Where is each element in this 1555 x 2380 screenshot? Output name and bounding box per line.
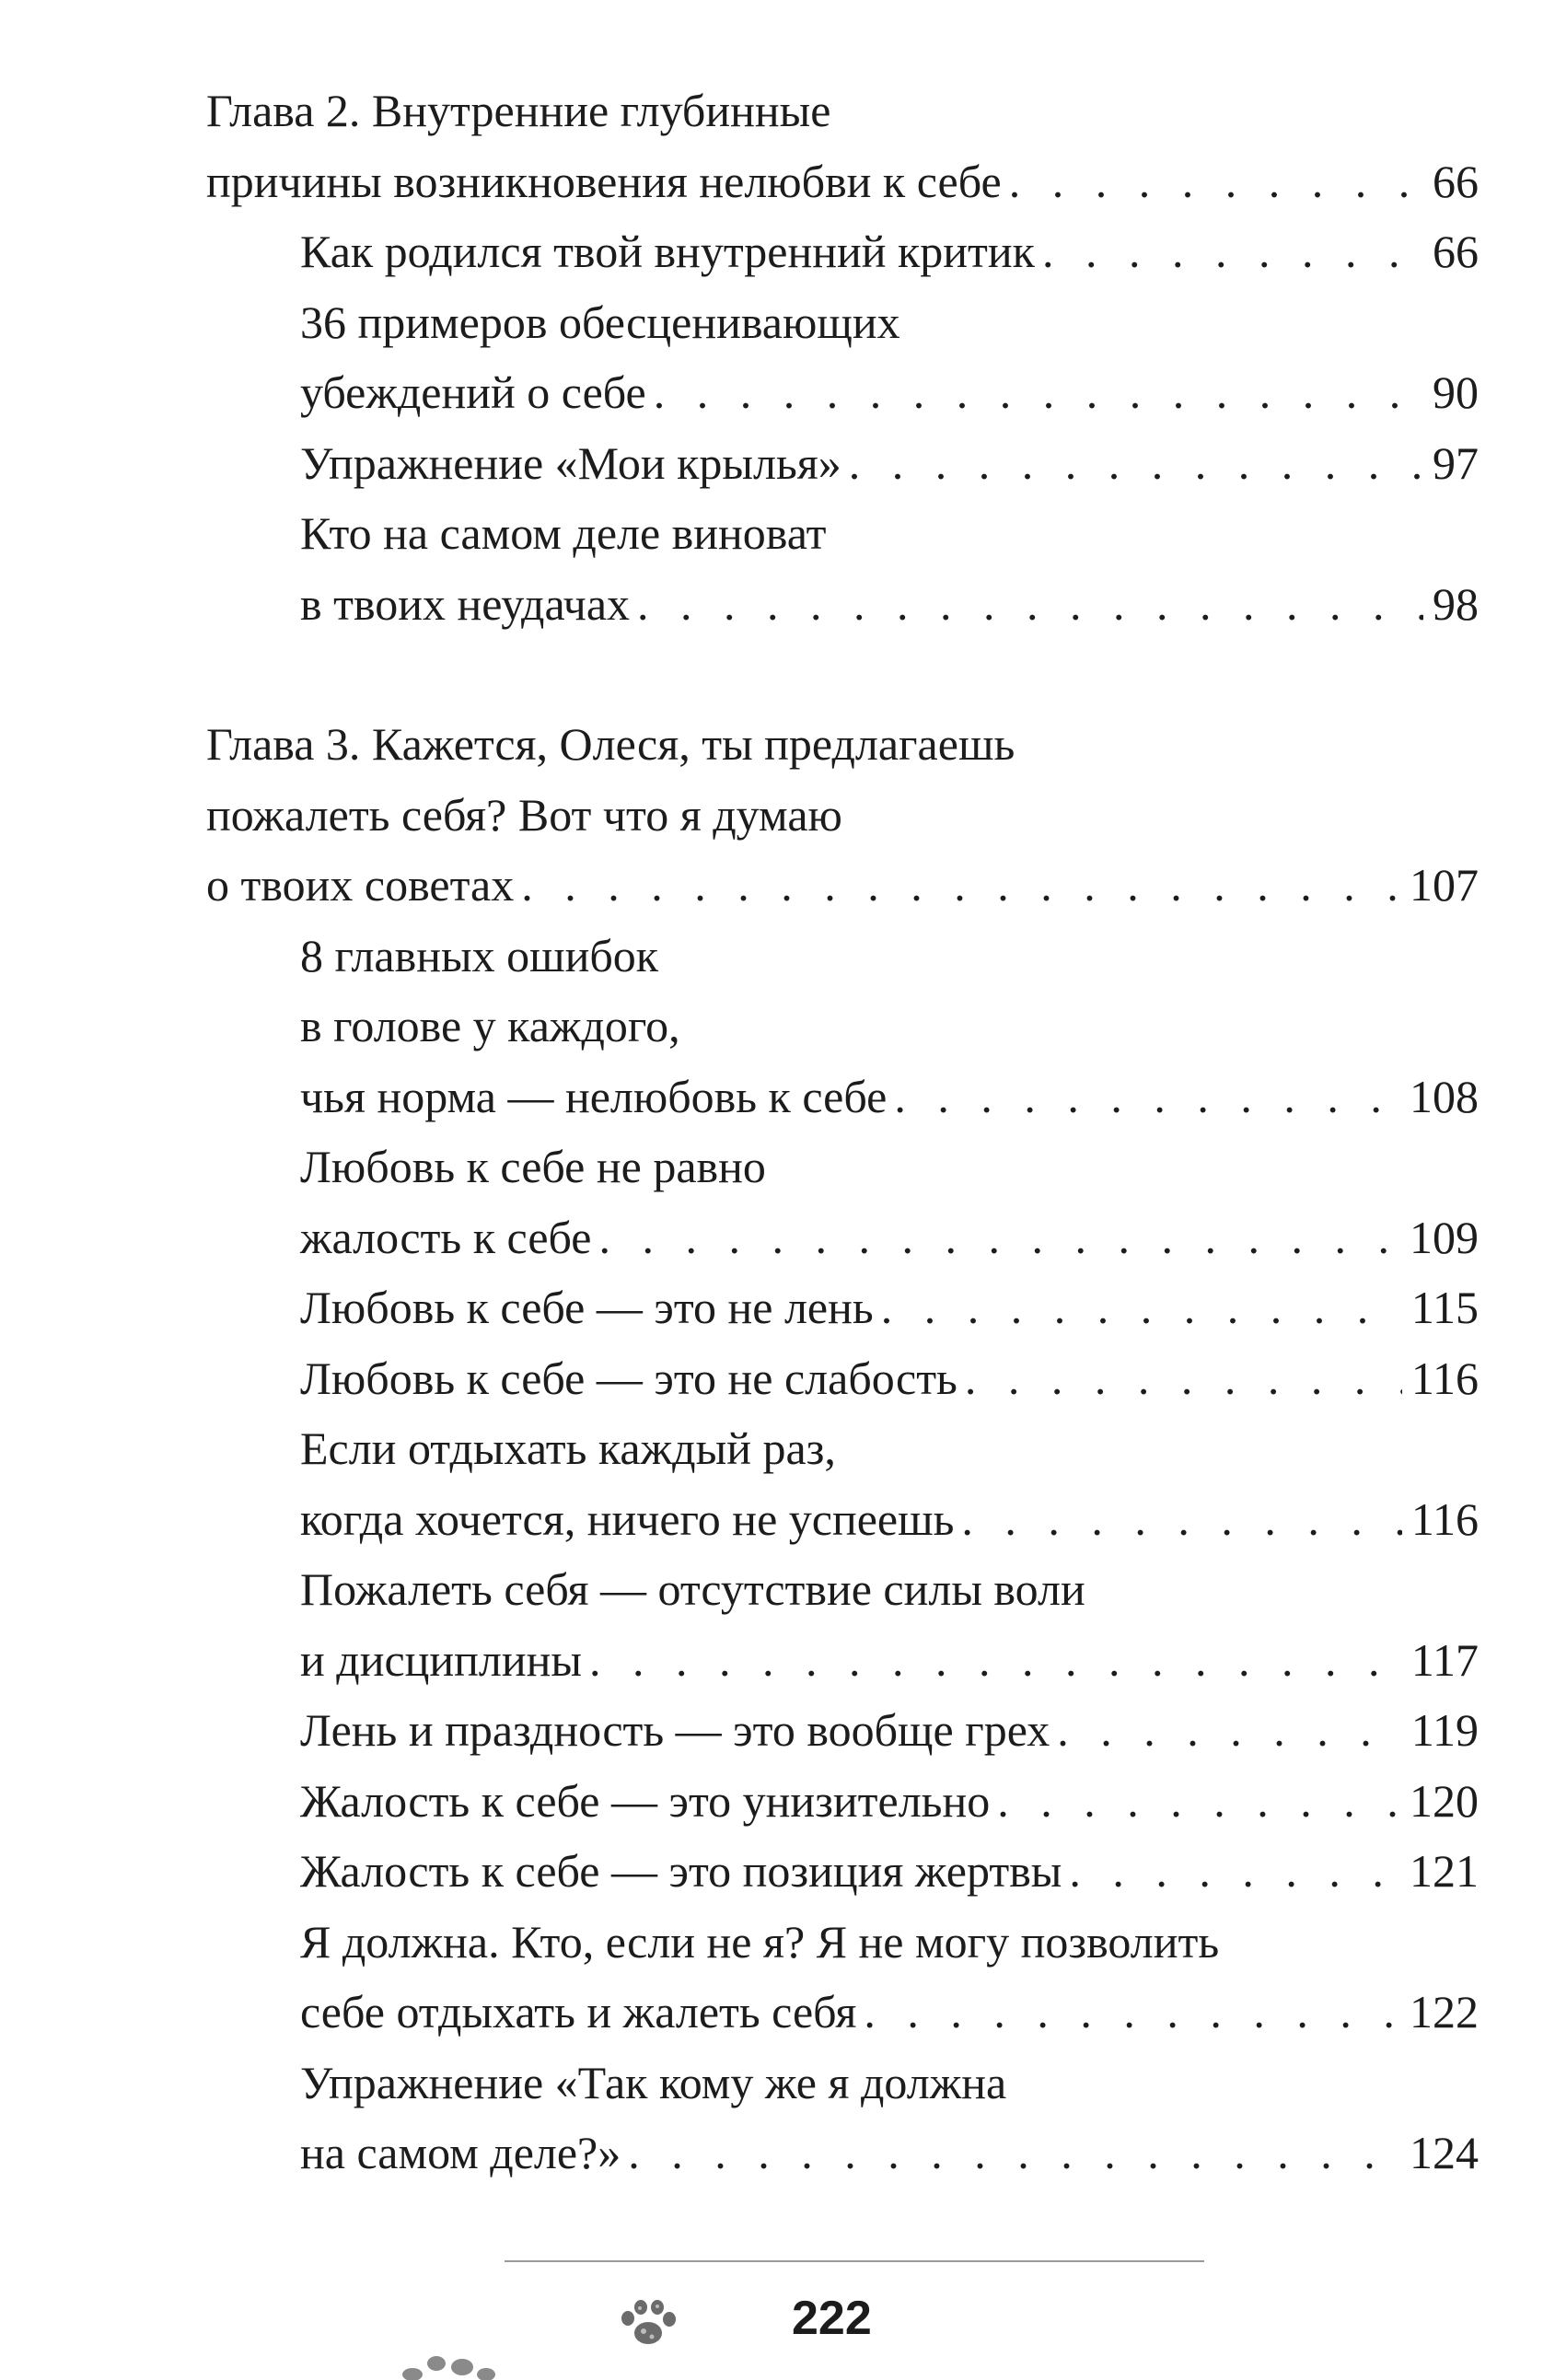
toc-entry-line [300,357,1479,428]
toc-page-number: 90 [1433,366,1479,418]
toc-entry-line [300,1132,1479,1202]
dot-leader [965,1343,1402,1414]
dot-leader [894,1062,1400,1132]
toc-page-number: 117 [1410,1633,1479,1686]
toc-entry-title: причины возникновения нелюбви к себе [206,155,1002,207]
toc-entry-line [206,709,1479,780]
toc-entry-line [300,1062,1479,1132]
toc-section-entry [206,498,1479,639]
toc-page-number: 116 [1410,1352,1479,1404]
paw-print-corner-icon [396,2343,506,2380]
toc-entry-title: Пожалеть себя — отсутствие силы воли [300,1563,1085,1615]
toc-page-number: 116 [1410,1492,1479,1545]
toc-entry-line [300,2048,1479,2119]
toc-entry-line [300,1202,1479,1273]
toc-entry-title: Любовь к себе не равно [300,1141,766,1192]
dot-leader [654,357,1423,428]
toc-entry-line [300,2118,1479,2188]
toc-entry-title: в твоих неудачах [300,577,631,630]
toc-entry-title: в голове у каждого, [300,1000,680,1051]
dot-leader [628,2118,1400,2188]
toc-section-entry [206,1695,1479,1766]
toc-section-entry [206,1907,1479,2048]
dot-leader [521,850,1400,921]
dot-leader [864,1977,1400,2048]
toc-page-number: 108 [1410,1070,1479,1122]
toc-page-number: 120 [1410,1774,1479,1827]
dot-leader [1042,216,1423,287]
toc-entry-line [300,287,1479,358]
toc-entry-title: убеждений о себе [300,366,646,418]
toc-section-entry [206,1343,1479,1414]
toc-section-entry [206,921,1479,1132]
toc-entry-title: себе отдыхать и жалеть себя [300,1986,857,2038]
toc-entry-title: Кто на самом деле виноват [300,507,827,559]
toc-entry-title: жалость к себе [300,1211,592,1263]
toc-entry-line [300,921,1479,992]
table-of-contents [206,75,1479,2188]
dot-leader [849,428,1423,499]
dot-leader [637,569,1423,640]
toc-entry-title: когда хочется, ничего не успеешь [300,1492,955,1545]
toc-section-entry [206,1413,1479,1554]
dot-leader [589,1625,1402,1696]
toc-entry-line [300,1484,1479,1555]
toc-entry-line [300,1554,1479,1625]
toc-entry-title: чья норма — нелюбовь к себе [300,1070,888,1122]
toc-page-number: 119 [1410,1704,1479,1756]
toc-entry-title: на самом деле?» [300,2127,621,2178]
toc-entry-title: Я должна. Кто, если не я? Я не могу позволить [300,1915,1220,1968]
toc-entry-line [300,498,1479,569]
toc-entry-title: Упражнение «Мои крылья» [300,436,841,489]
toc-entry-line [300,1625,1479,1696]
toc-chapter-entry [206,709,1479,921]
toc-entry-line [300,1343,1479,1414]
toc-entry-title: и дисциплины [300,1633,582,1686]
toc-section-entry [206,287,1479,428]
toc-page-number: 124 [1410,2127,1479,2178]
toc-entry-line [300,1836,1479,1907]
dot-leader [1009,146,1423,217]
toc-entry-title: о твоих советах [206,859,515,911]
dot-leader [881,1272,1402,1343]
toc-section-entry [206,216,1479,287]
toc-entry-line [300,991,1479,1062]
toc-entry-line [300,1907,1479,1978]
toc-page-number: 66 [1433,226,1479,277]
dot-leader [598,1202,1400,1273]
toc-entry-title: Любовь к себе — это не слабость [300,1352,957,1404]
toc-section-entry [206,428,1479,499]
toc-section-entry [206,1766,1479,1837]
toc-entry-title: Если отдыхать каждый раз, [300,1422,836,1474]
toc-entry-title: Жалость к себе — это унизительно [300,1774,991,1827]
page-number: 222 [792,2292,872,2345]
toc-page-number: 122 [1410,1986,1479,2038]
toc-entry-line [300,216,1479,287]
toc-page-number: 121 [1410,1845,1479,1897]
toc-page-number: 107 [1410,859,1479,911]
toc-entry-title: Глава 2. Внутренние глубинные [206,85,831,136]
toc-entry-title: 8 главных ошибок [300,929,659,981]
toc-entry-line [206,75,1479,146]
dot-leader [1069,1836,1400,1907]
toc-page-number: 98 [1433,577,1479,630]
toc-entry-line [206,850,1479,921]
toc-entry-line [206,780,1479,851]
toc-chapter-entry [206,75,1479,216]
toc-section-entry [206,1132,1479,1272]
toc-entry-title: пожалеть себя? Вот что я думаю [206,788,842,841]
toc-entry-line [300,569,1479,640]
toc-entry-line [300,428,1479,499]
toc-page-number: 109 [1410,1211,1479,1263]
toc-entry-line [300,1695,1479,1766]
toc-entry-title: Жалость к себе — это позиция жертвы [300,1845,1062,1897]
toc-entry-title: Как родился твой внутренний критик [300,226,1035,277]
toc-section-entry [206,1836,1479,1907]
toc-entry-line [300,1272,1479,1343]
dot-leader [997,1766,1400,1837]
paw-print-icon [615,2294,679,2353]
footer-divider [505,2260,1204,2262]
toc-section-entry [206,1272,1479,1343]
toc-entry-title: Любовь к себе — это не лень [300,1282,874,1333]
toc-section-entry [206,1554,1479,1695]
toc-entry-title: 36 примеров обесценивающих [300,296,900,348]
toc-entry-title: Глава 3. Кажется, Олеся, ты предлагаешь [206,718,1015,770]
toc-section-entry [206,2048,1479,2188]
toc-entry-line [300,1977,1479,2048]
toc-entry-line [300,1413,1479,1484]
toc-entry-line [300,1766,1479,1837]
toc-entry-title: Лень и праздность — это вообще грех [300,1704,1050,1756]
dot-leader [1057,1695,1402,1766]
toc-page-number: 115 [1410,1282,1479,1333]
toc-entry-title: Упражнение «Так кому же я должна [300,2056,1007,2108]
toc-page-number: 66 [1433,155,1479,207]
toc-entry-line [206,146,1479,217]
toc-page-number: 97 [1433,436,1479,489]
dot-leader [961,1484,1401,1555]
